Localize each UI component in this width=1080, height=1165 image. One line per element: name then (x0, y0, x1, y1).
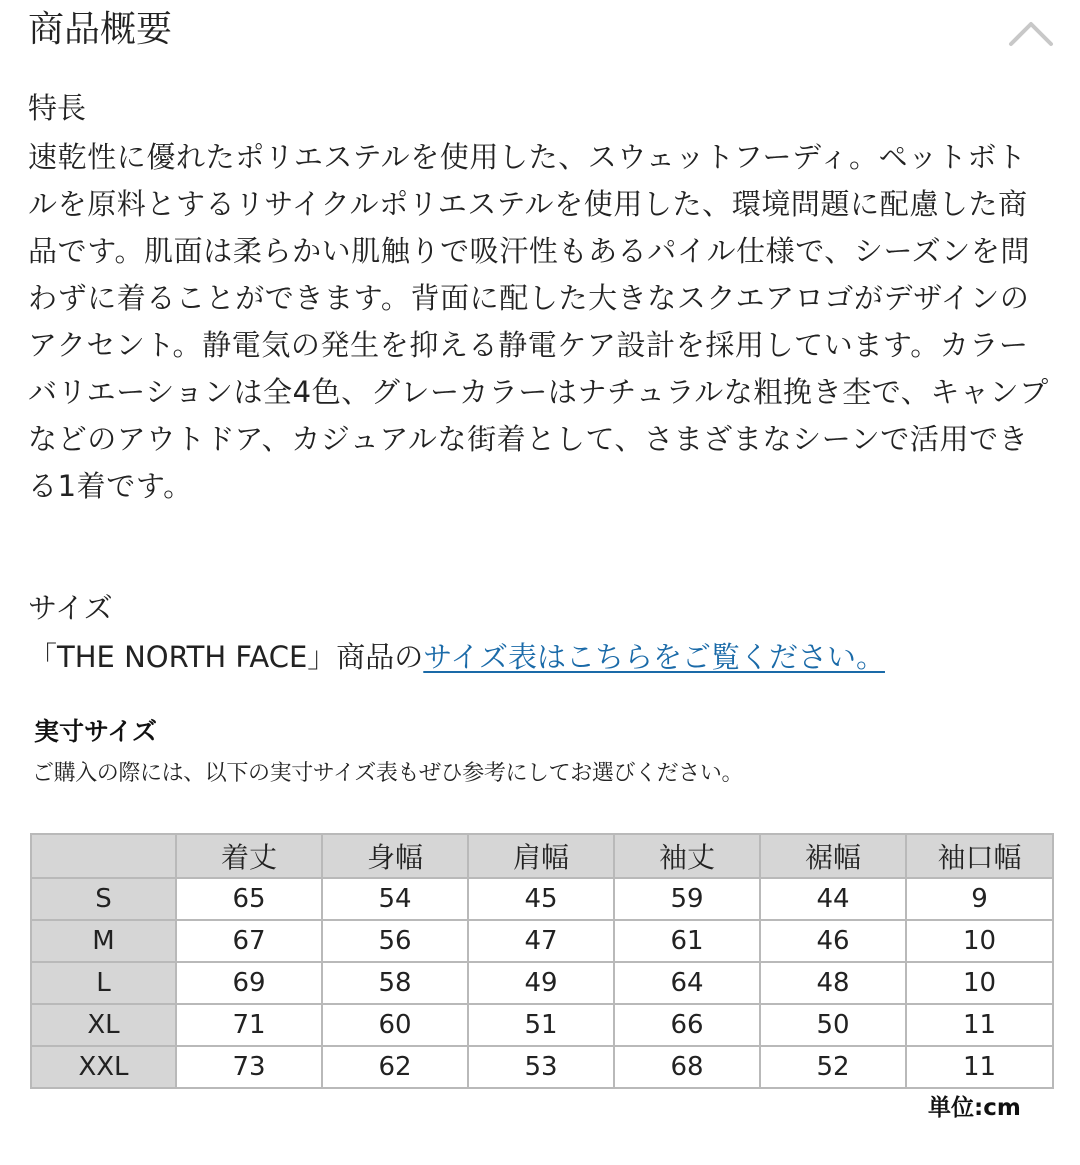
size-label: サイズ (28, 591, 113, 625)
table-header-cell: 身幅 (322, 834, 468, 878)
table-cell: 48 (760, 962, 906, 1004)
table-cell: 61 (614, 920, 760, 962)
measurement-note: ご購入の際には、以下の実寸サイズ表もぜひ参考にしてお選びください。 (32, 761, 744, 786)
table-cell: 11 (906, 1046, 1053, 1088)
size-cell: L (31, 962, 176, 1004)
table-cell: 9 (906, 878, 1053, 920)
table-cell: 64 (614, 962, 760, 1004)
features-description: 速乾性に優れたポリエステルを使用した、スウェットフーディ。ペットボトルを原料とするリサイクルポリエステルを使用した、環境問題に配慮した商品です。肌面は柔らかい肌触りで吸汗性もあるパイル仕様で、シーズンを問わずに着ることができます。背面に配した大きなスクエアロゴがデザインのアクセント。静電気の発生を抑える静電ケア設計を採用しています。カラーバリエーションは全4色、グレーカラーはナチュラルな粗挽き杢で、キャンプなどのアウトドア、カジュアルな街着として、さまざまなシーンで活用できる1着です。 (28, 140, 1049, 503)
section-header (0, 0, 1080, 66)
table-cell: 59 (614, 878, 760, 920)
table-header-cell: 袖丈 (614, 834, 760, 878)
size-guide-prefix: 「THE NORTH FACE」商品の (28, 640, 424, 674)
table-cell: 56 (322, 920, 468, 962)
size-cell: S (31, 878, 176, 920)
unit-label: 単位:cm (928, 1095, 1021, 1121)
table-header-row (31, 834, 1053, 878)
measurement-title: 実寸サイズ (34, 717, 158, 746)
table-cell: 47 (468, 920, 614, 962)
size-guide-line (28, 636, 885, 678)
table-cell: 73 (176, 1046, 322, 1088)
table-cell: 62 (322, 1046, 468, 1088)
table-cell: 11 (906, 1004, 1053, 1046)
table-header-cell: 袖口幅 (906, 834, 1053, 878)
table-row (31, 1046, 1053, 1088)
table-cell: 52 (760, 1046, 906, 1088)
table-cell: 50 (760, 1004, 906, 1046)
chevron-up-icon[interactable] (1006, 16, 1056, 50)
table-cell: 54 (322, 878, 468, 920)
table-cell: 10 (906, 920, 1053, 962)
table-cell: 68 (614, 1046, 760, 1088)
table-cell: 71 (176, 1004, 322, 1046)
table-header-cell: 肩幅 (468, 834, 614, 878)
table-cell: 53 (468, 1046, 614, 1088)
table-cell: 10 (906, 962, 1053, 1004)
size-cell: XL (31, 1004, 176, 1046)
size-table (30, 833, 1054, 1089)
table-header-cell: 裾幅 (760, 834, 906, 878)
table-cell: 69 (176, 962, 322, 1004)
table-header-cell: 着丈 (176, 834, 322, 878)
table-row (31, 878, 1053, 920)
table-row (31, 962, 1053, 1004)
table-cell: 51 (468, 1004, 614, 1046)
size-cell: XXL (31, 1046, 176, 1088)
table-cell: 67 (176, 920, 322, 962)
table-cell: 46 (760, 920, 906, 962)
table-cell: 49 (468, 962, 614, 1004)
table-cell: 45 (468, 878, 614, 920)
table-cell: 66 (614, 1004, 760, 1046)
table-cell: 60 (322, 1004, 468, 1046)
table-cell: 44 (760, 878, 906, 920)
size-chart-link[interactable]: サイズ表はこちらをご覧ください。 (423, 640, 885, 674)
features-label: 特長 (28, 91, 87, 125)
table-cell: 58 (322, 962, 468, 1004)
size-cell: M (31, 920, 176, 962)
section-title: 商品概要 (28, 9, 173, 50)
table-header-corner (31, 834, 176, 878)
table-cell: 65 (176, 878, 322, 920)
table-row (31, 1004, 1053, 1046)
table-row (31, 920, 1053, 962)
